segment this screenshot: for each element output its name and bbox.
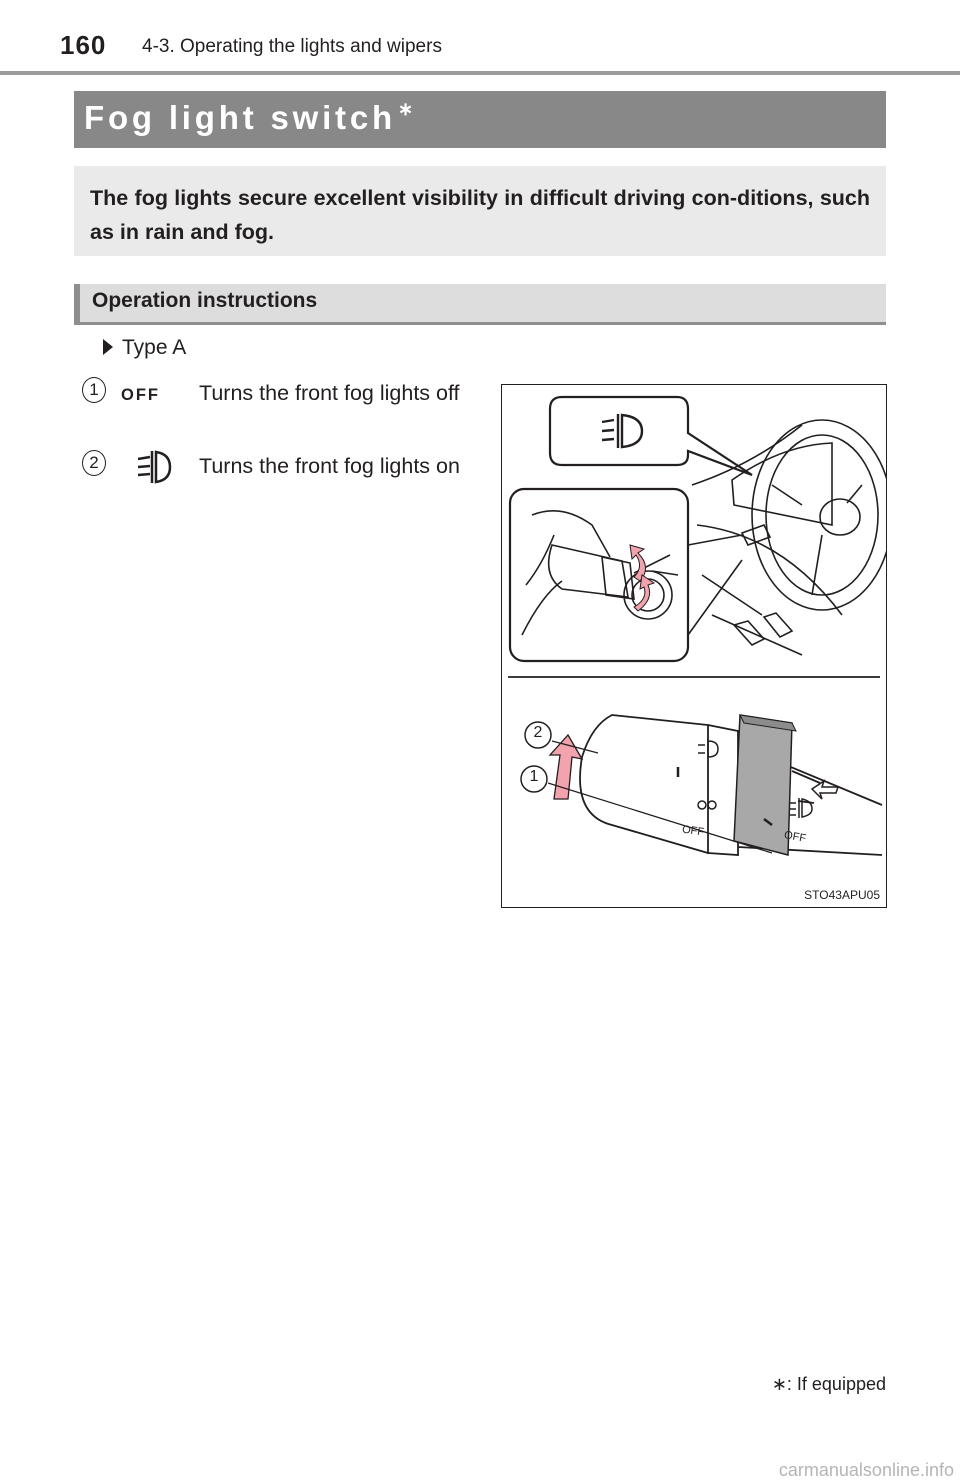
footnote-mark: ∗ xyxy=(771,1374,787,1394)
footnote xyxy=(772,1374,886,1395)
section-reference: 4-3. Operating the lights and wipers xyxy=(142,36,442,57)
callout-2: 2 xyxy=(533,724,543,741)
callout-1: 1 xyxy=(529,768,539,785)
triangle-bullet-icon xyxy=(103,339,113,355)
step-2-text: Turns the front fog lights on xyxy=(199,454,460,478)
fog-light-icon xyxy=(134,448,174,486)
lever-off-label: OFF xyxy=(681,823,705,839)
page-title xyxy=(84,99,417,137)
figure-caption: STO43APU05 xyxy=(804,888,880,902)
subheading-accent-bar xyxy=(74,284,80,325)
step-1-text: Turns the front fog lights off xyxy=(199,381,460,405)
if-equipped-mark: ∗ xyxy=(397,99,417,119)
type-label: Type A xyxy=(122,336,187,359)
intro-text: The fog lights secure excellent visibility in difficult driving con-ditions, such as in rain and fog. xyxy=(90,186,870,244)
step-2-number: 2 xyxy=(82,450,106,476)
ring-off-label: OFF xyxy=(783,829,807,845)
step-1-number: 1 xyxy=(82,377,106,403)
page-title-text: Fog light switch xyxy=(84,99,396,136)
header-divider xyxy=(0,71,960,75)
subheading-operation-instructions: Operation instructions xyxy=(92,289,318,312)
footnote-text: : If equipped xyxy=(786,1374,886,1394)
off-symbol: OFF xyxy=(121,386,160,404)
watermark-text: carmanualsonline.info xyxy=(778,1460,954,1480)
fog-switch-illustration xyxy=(501,384,887,908)
page-number: 160 xyxy=(60,30,107,60)
